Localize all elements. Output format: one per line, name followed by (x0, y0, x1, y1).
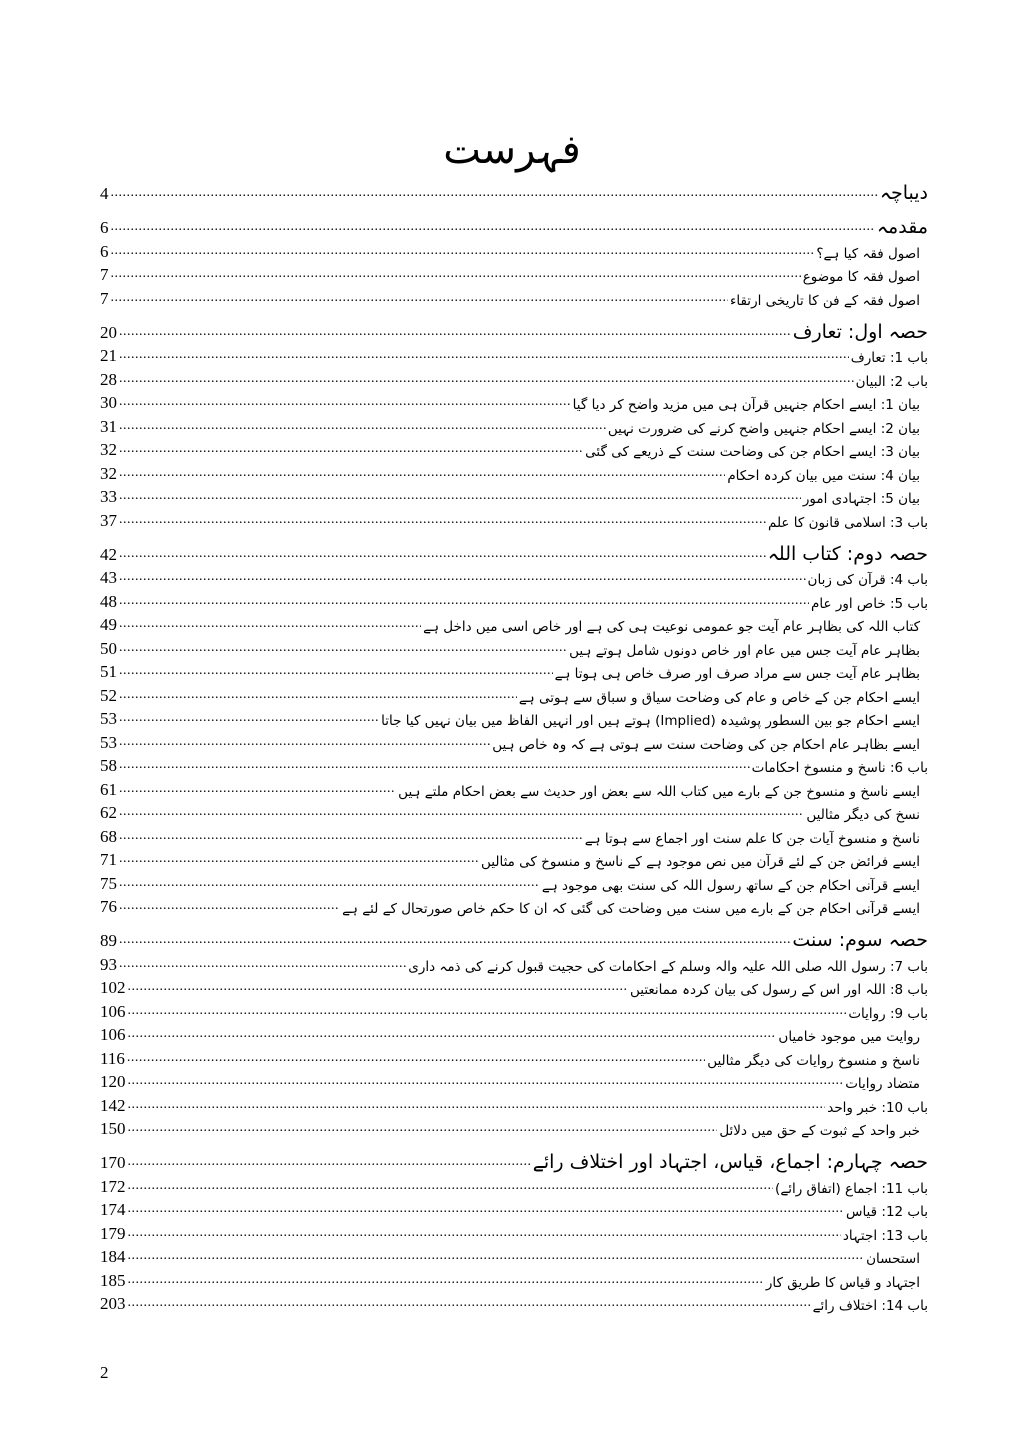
toc-entry-title: اصول فقہ کا موضوع (802, 269, 920, 285)
toc-entry-title: باب 5: خاص اور عام (811, 595, 928, 612)
toc-subsection-entry[interactable] (100, 659, 928, 683)
toc-subsection-entry[interactable] (100, 1045, 928, 1069)
toc-entry-title: متضاد روایات (845, 1076, 920, 1092)
dot-leader (119, 876, 540, 890)
toc-chapter-entry[interactable] (100, 366, 928, 390)
toc-entry-title: ایسے احکام جو بین السطور پوشیدہ (Implied) ہوتے ہیں اور انہیں الفاظ میں بیان نہیں کیا جاتا (381, 713, 920, 729)
toc-subsection-entry[interactable] (100, 484, 928, 508)
toc-entry-title: بیان 5: اجتہادی امور (802, 491, 920, 507)
dot-leader (111, 220, 875, 234)
toc-entry-page: 7 (100, 265, 109, 284)
toc-entry-title: باب 1: تعارف (850, 350, 928, 366)
toc-entry-page: 42 (100, 544, 117, 564)
dot-leader (119, 688, 517, 702)
toc-entry-title: حصہ دوم: کتاب اللہ (767, 542, 928, 565)
toc-chapter-entry[interactable] (100, 343, 928, 367)
toc-subsection-entry[interactable] (100, 729, 928, 753)
dot-leader (128, 1296, 811, 1310)
toc-entry-page: 93 (100, 954, 117, 974)
dot-leader (128, 980, 628, 994)
toc-subsection-entry[interactable] (100, 870, 928, 894)
toc-entry-title: ایسے بظاہر عام احکام جن کی وضاحت سنت سے ہوتی ہے کہ وہ خاص ہیں (492, 736, 920, 753)
dot-leader (128, 1027, 777, 1041)
toc-entry-page: 21 (100, 346, 117, 365)
toc-subsection-entry[interactable] (100, 894, 928, 918)
toc-entry-page: 31 (100, 416, 117, 436)
toc-section-entry[interactable] (100, 317, 928, 343)
toc-entry-page: 51 (100, 662, 117, 681)
toc-entry-title: بیان 2: ایسے احکام جنہیں واضح کرنے کی ضرورت نہیں (607, 420, 920, 437)
dot-leader (119, 594, 809, 608)
toc-entry-title: ایسے فرائض جن کے لئے قرآن میں نص موجود ہے کے ناسخ و منسوخ کی مثالیں (481, 854, 920, 870)
toc-entry-title: اصول فقہ کیا ہے؟ (816, 245, 920, 262)
dot-leader (111, 291, 729, 305)
toc-chapter-entry[interactable] (100, 998, 928, 1022)
toc-entry-page: 185 (100, 1270, 126, 1290)
dot-leader (119, 711, 379, 725)
dot-leader (119, 829, 583, 843)
toc-entry-title: ایسے قرآنی احکام جن کے بارے میں سنت میں وضاحت کی گئی کہ ان کا حکم خاص صورتحال کے لئے ہے (342, 901, 920, 917)
toc-subsection-entry[interactable] (100, 1022, 928, 1046)
dot-leader (128, 1179, 774, 1193)
toc-chapter-entry[interactable] (100, 1291, 928, 1315)
toc-entry-title: باب 10: خبر واحد (827, 1099, 928, 1116)
toc-section-entry[interactable] (100, 539, 928, 565)
dot-leader (128, 1155, 531, 1169)
dot-leader (119, 617, 421, 631)
toc-entry-title: ایسے احکام جن کے خاص و عام کی وضاحت سیاق و سباق سے ہوتی ہے (518, 689, 920, 706)
toc-chapter-entry[interactable] (100, 588, 928, 612)
toc-entry-page: 53 (100, 709, 117, 728)
toc-subsection-entry[interactable] (100, 262, 928, 286)
toc-subsection-entry[interactable] (100, 285, 928, 309)
toc-entry-page: 89 (100, 931, 117, 950)
toc-entry-title: روایت میں موجود خامیاں (778, 1029, 920, 1045)
toc-entry-page: 170 (100, 1153, 126, 1172)
toc-entry-page: 50 (100, 638, 117, 658)
dot-leader (119, 933, 790, 947)
toc-subsection-entry[interactable] (100, 635, 928, 659)
toc-entry-page: 33 (100, 487, 117, 506)
toc-subsection-entry[interactable] (100, 1069, 928, 1093)
toc-entry-title: باب 3: اسلامی قانون کا علم (767, 514, 928, 531)
toc-entry-page: 203 (100, 1294, 126, 1313)
toc-section-entry[interactable] (100, 925, 928, 951)
toc-subsection-entry[interactable] (100, 847, 928, 871)
toc-entry-page: 32 (100, 463, 117, 483)
toc-entry-page: 106 (100, 1001, 126, 1021)
dot-leader (111, 267, 801, 281)
toc-entry-page: 71 (100, 850, 117, 869)
toc-subsection-entry[interactable] (100, 1267, 928, 1291)
toc-entry-page: 102 (100, 978, 126, 997)
toc-entry-title: باب 12: قیاس (845, 1204, 928, 1220)
toc-entry-title: خبر واحد کے ثبوت کے حق میں دلائل (719, 1123, 920, 1139)
toc-entry-page: 184 (100, 1247, 126, 1266)
toc-entry-page: 142 (100, 1095, 126, 1115)
dot-leader (128, 1074, 844, 1088)
toc-chapter-entry[interactable] (100, 1092, 928, 1116)
toc-chapter-entry[interactable] (100, 951, 928, 975)
toc-entry-page: 7 (100, 288, 109, 308)
dot-leader (119, 419, 606, 433)
toc-subsection-entry[interactable] (100, 682, 928, 706)
toc-entry-page: 61 (100, 779, 117, 799)
toc-subsection-entry[interactable] (100, 612, 928, 636)
toc-entry-title: باب 11: اجماع (اتفاق رائے) (775, 1180, 928, 1197)
dot-leader (119, 664, 553, 678)
table-of-contents (100, 178, 928, 1314)
toc-entry-title: باب 8: اللہ اور اس کے رسول کی بیان کردہ ممانعتیں (629, 982, 928, 998)
dot-leader (119, 758, 750, 772)
dot-leader (128, 1121, 718, 1135)
toc-entry-title: دیباچہ (879, 182, 928, 204)
toc-entry-title: نسخ کی دیگر مثالیں (806, 807, 920, 823)
toc-chapter-entry[interactable] (100, 1173, 928, 1197)
toc-entry-title: ناسخ و منسوخ آیات جن کا علم سنت اور اجماع سے ہوتا ہے (584, 830, 920, 847)
toc-subsection-entry[interactable] (100, 413, 928, 437)
dot-leader (119, 348, 849, 362)
toc-entry-page: 28 (100, 369, 117, 389)
dot-leader (119, 782, 396, 796)
toc-entry-title: باب 9: روایات (848, 1005, 928, 1022)
dot-leader (119, 899, 340, 913)
toc-section-entry[interactable] (100, 212, 928, 238)
toc-entry-title: بظاہر عام آیت جس سے مراد صرف اور صرف خاص ہی ہوتا ہے (554, 666, 920, 682)
toc-subsection-entry[interactable] (100, 823, 928, 847)
toc-entry-title: بیان 1: ایسے احکام جنہیں قرآن ہی میں مزید واضح کر دیا گیا (572, 397, 920, 413)
toc-subsection-entry[interactable] (100, 437, 928, 461)
toc-entry-title: کتاب اللہ کی بظاہر عام آیت جو عمومی نوعیت ہی کی ہے اور خاص اسی میں داخل ہے (423, 619, 920, 635)
dot-leader (119, 489, 801, 503)
toc-subsection-entry[interactable] (100, 776, 928, 800)
page-number: 2 (100, 1363, 109, 1382)
dot-leader (119, 957, 406, 971)
toc-entry-page: 179 (100, 1223, 126, 1243)
dot-leader (128, 1226, 841, 1240)
dot-leader (119, 641, 567, 655)
dot-leader (128, 1249, 865, 1263)
dot-leader (127, 1051, 705, 1065)
toc-entry-page: 172 (100, 1176, 126, 1196)
toc-entry-page: 68 (100, 826, 117, 846)
toc-entry-title: باب 2: البیان (855, 373, 928, 390)
toc-subsection-entry[interactable] (100, 1116, 928, 1140)
toc-section-entry[interactable] (100, 178, 928, 204)
toc-entry-page: 76 (100, 897, 117, 916)
toc-entry-page: 53 (100, 732, 117, 752)
toc-entry-title: استحسان (866, 1251, 920, 1267)
toc-chapter-entry[interactable] (100, 1220, 928, 1244)
toc-entry-title: حصہ اول: تعارف (792, 320, 928, 343)
toc-chapter-entry[interactable] (100, 975, 928, 999)
toc-entry-title: باب 4: قرآن کی زبان (807, 572, 928, 588)
toc-entry-page: 48 (100, 591, 117, 611)
toc-entry-page: 174 (100, 1200, 126, 1219)
toc-entry-page: 75 (100, 873, 117, 893)
page-title: فہرست (443, 127, 581, 173)
toc-entry-page: 150 (100, 1119, 126, 1138)
dot-leader (119, 466, 725, 480)
dot-leader (119, 805, 804, 819)
toc-entry-title: ایسے قرآنی احکام جن کے ساتھ رسول اللہ کی سنت بھی موجود ہے (541, 877, 920, 894)
dot-leader (128, 1202, 844, 1216)
toc-entry-page: 58 (100, 756, 117, 775)
toc-subsection-entry[interactable] (100, 706, 928, 730)
toc-entry-page: 43 (100, 568, 117, 587)
dot-leader (111, 186, 878, 200)
toc-entry-page: 49 (100, 615, 117, 634)
dot-leader (119, 325, 791, 339)
toc-entry-title: بیان 4: سنت میں بیان کردہ احکام (727, 467, 920, 484)
dot-leader (119, 547, 766, 561)
dot-leader (128, 1098, 826, 1112)
toc-subsection-entry[interactable] (100, 800, 928, 824)
toc-entry-title: حصہ چہارم: اجماع، قیاس، اجتہاد اور اختلاف رائے (532, 1151, 928, 1173)
dot-leader (119, 735, 490, 749)
toc-entry-page: 52 (100, 685, 117, 705)
toc-subsection-entry[interactable] (100, 390, 928, 414)
toc-subsection-entry[interactable] (100, 460, 928, 484)
toc-entry-title: باب 14: اختلاف رائے (812, 1298, 928, 1314)
toc-entry-title: مقدمہ (876, 216, 928, 238)
dot-leader (128, 1273, 764, 1287)
toc-subsection-entry[interactable] (100, 1244, 928, 1268)
toc-entry-title: باب 13: اجتہاد (842, 1227, 928, 1244)
dot-leader (119, 395, 571, 409)
dot-leader (119, 852, 479, 866)
toc-entry-title: باب 7: رسول اللہ صلی اللہ علیہ والہ وسلم کے احکامات کی حجیت قبول کرنے کی ذمہ داری (408, 958, 928, 975)
dot-leader (119, 372, 854, 386)
toc-entry-title: ناسخ و منسوخ روایات کی دیگر مثالیں (707, 1052, 920, 1069)
dot-leader (119, 513, 766, 527)
toc-entry-title: حصہ سوم: سنت (792, 929, 928, 951)
dot-leader (119, 442, 583, 456)
dot-leader (111, 244, 815, 258)
toc-entry-page: 62 (100, 803, 117, 822)
toc-entry-page: 32 (100, 440, 117, 459)
toc-entry-page: 106 (100, 1025, 126, 1044)
toc-entry-title: اصول فقہ کے فن کا تاریخی ارتقاء (730, 292, 920, 309)
dot-leader (128, 1004, 847, 1018)
toc-entry-page: 6 (100, 218, 109, 237)
toc-entry-page: 116 (100, 1048, 125, 1068)
toc-entry-page: 4 (100, 184, 109, 203)
toc-entry-title: اجتہاد و قیاس کا طریق کار (765, 1274, 920, 1291)
toc-entry-title: بیان 3: ایسے احکام جن کی وضاحت سنت کے ذریعے کی گئی (585, 444, 920, 460)
toc-entry-title: بظاہر عام آیت جس میں عام اور خاص دونوں شامل ہوتے ہیں (569, 642, 920, 659)
toc-entry-page: 30 (100, 393, 117, 412)
dot-leader (119, 570, 806, 584)
toc-entry-page: 6 (100, 241, 109, 261)
toc-chapter-entry[interactable] (100, 1197, 928, 1221)
toc-chapter-entry[interactable] (100, 565, 928, 589)
toc-chapter-entry[interactable] (100, 753, 928, 777)
toc-subsection-entry[interactable] (100, 238, 928, 262)
toc-entry-page: 20 (100, 322, 117, 342)
toc-entry-page: 120 (100, 1072, 126, 1091)
toc-entry-title: باب 6: ناسخ و منسوخ احکامات (751, 760, 928, 776)
toc-entry-title: ایسے ناسخ و منسوخ جن کے بارے میں کتاب اللہ سے بعض اور حدیث سے بعض احکام ملتے ہیں (398, 783, 920, 800)
toc-chapter-entry[interactable] (100, 507, 928, 531)
toc-section-entry[interactable] (100, 1147, 928, 1173)
toc-entry-page: 37 (100, 510, 117, 530)
